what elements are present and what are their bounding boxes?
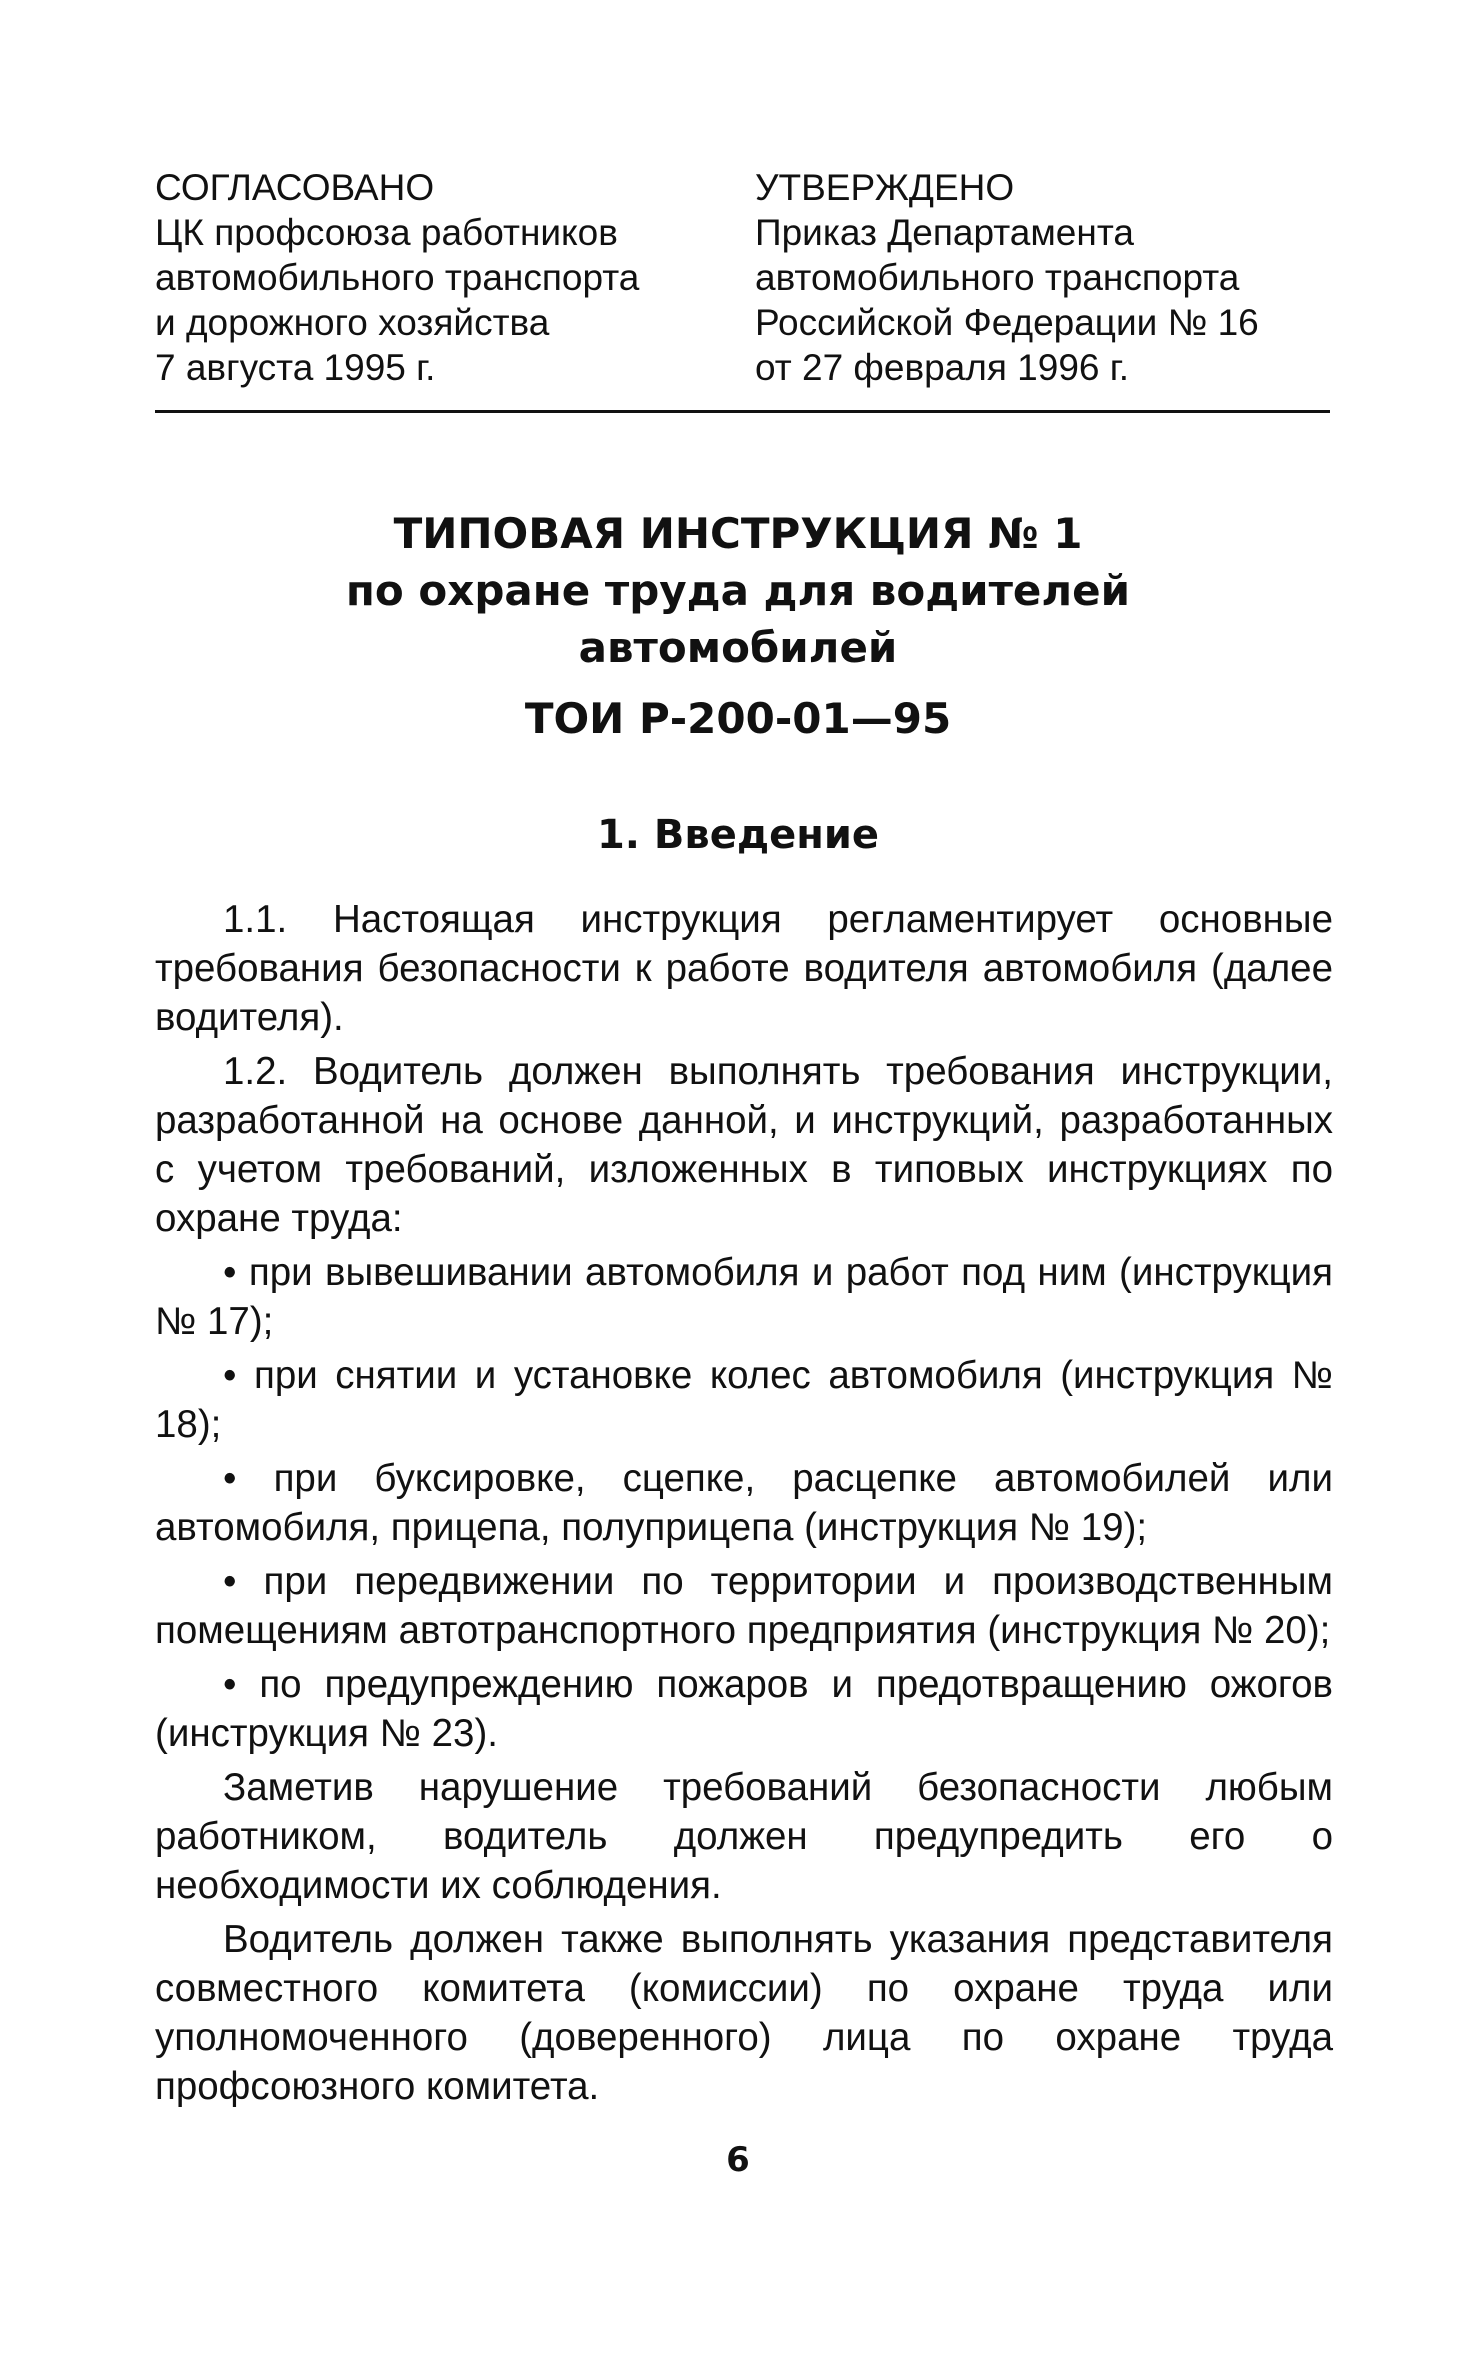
paragraph: Водитель должен также выполнять указания представителя совместного комитета (комиссии) по охране труда или уполномоченного (доверенного) лица по охране труда профсоюзного комитета.	[155, 1918, 1333, 2108]
approval-agreed-line: СОГЛАСОВАНО	[155, 167, 435, 208]
body-text	[155, 895, 1333, 2116]
approval-approved-line: Приказ Департамента	[755, 212, 1134, 253]
bullet-item: • при передвижении по территории и производственным помещениям автотранспортного предприятия (инструкция № 20);	[155, 1560, 1333, 1652]
approval-approved-line: УТВЕРЖДЕНО	[755, 167, 1015, 208]
approval-header	[155, 165, 1335, 405]
paragraph: 1.1. Настоящая инструкция регламентирует основные требования безопасности к работе водителя автомобиля (далее водителя).	[155, 898, 1333, 1039]
section-heading: 1. Введение	[596, 812, 880, 858]
bullet-item: • при вывешивании автомобиля и работ под ним (инструкция № 17);	[155, 1251, 1333, 1343]
bullet-item: • при снятии и установке колес автомобиля (инструкция № 18);	[155, 1354, 1333, 1446]
title-line: по охране труда для водителей	[345, 566, 1131, 615]
document-code: ТОИ Р-200-01—95	[524, 694, 952, 743]
approval-agreed-line: автомобильного транспорта	[155, 257, 640, 298]
page-number: 6	[726, 2140, 750, 2180]
approval-approved-block	[755, 165, 1259, 390]
approval-agreed-date: 7 августа 1995 г.	[155, 347, 436, 388]
document-title	[0, 505, 1476, 747]
header-divider	[155, 410, 1330, 413]
paragraph: 1.2. Водитель должен выполнять требования инструкции, разработанной на основе данной, и инструкций, разработанных с учетом требований, изложенных в типовых инструкциях по охране труда:	[155, 1050, 1333, 1240]
approval-agreed-line: и дорожного хозяйства	[155, 302, 550, 343]
approval-approved-line: Российской Федерации № 16	[755, 302, 1259, 343]
approval-approved-date: от 27 февраля 1996 г.	[755, 347, 1130, 388]
paragraph: Заметив нарушение требований безопасности любым работником, водитель должен предупредить его о необходимости их соблюдения.	[155, 1766, 1333, 1907]
bullet-item: • по предупреждению пожаров и предотвращению ожогов (инструкция № 23).	[155, 1663, 1333, 1755]
approval-approved-line: автомобильного транспорта	[755, 257, 1240, 298]
title-line: автомобилей	[578, 623, 898, 672]
title-line: ТИПОВАЯ ИНСТРУКЦИЯ № 1	[393, 509, 1083, 558]
bullet-item: • при буксировке, сцепке, расцепке автомобилей или автомобиля, прицепа, полуприцепа (инструкция № 19);	[155, 1457, 1333, 1549]
approval-agreed-block	[155, 165, 639, 390]
approval-agreed-line: ЦК профсоюза работников	[155, 212, 618, 253]
